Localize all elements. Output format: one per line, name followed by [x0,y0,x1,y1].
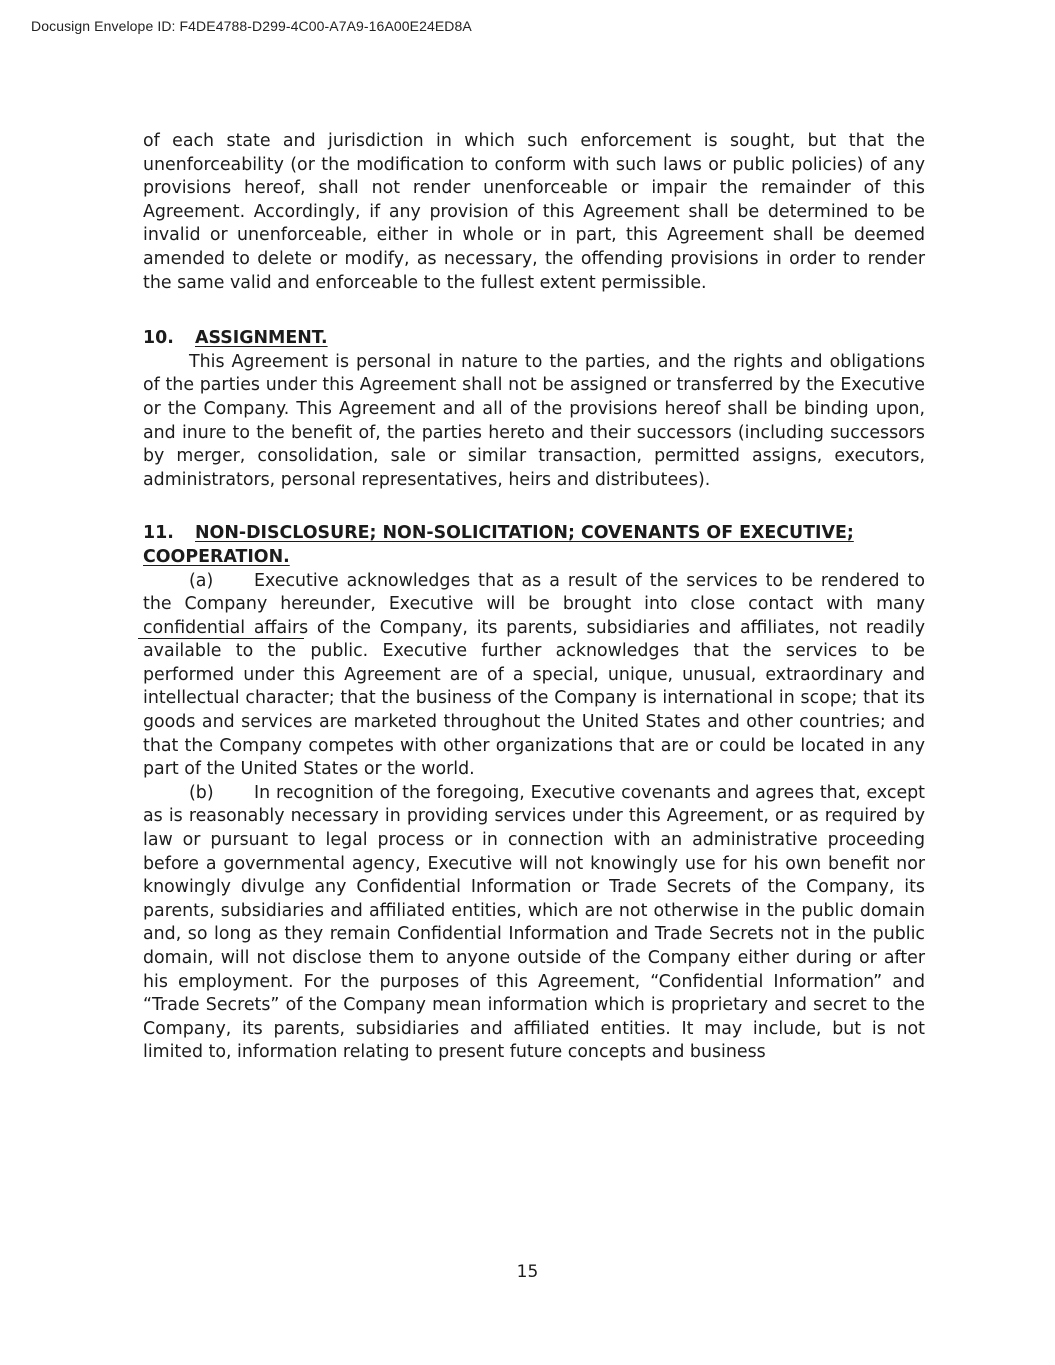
document-body [143,130,925,1065]
page-number: 15 [516,1262,539,1282]
heading-underline-rule [138,638,304,639]
section-11-para-a [143,570,925,782]
section-10-number: 10. [143,328,174,349]
para-b-text: In recognition of the foregoing, Executive covenants and agrees that, except as is reasonably necessary in providing services under this Agreement, or as required by law or pursuant to legal process or in connection with an administrative proceeding before a governmental agency, Executive will not knowingly use for his own benefit nor knowingly divulge any Confidential Information or Trade Secrets of the Company, its parents, subsidiaries and affiliated entities, which are not otherwise in the public domain and, so long as they remain Confidential Information and Trade Secrets not in the public domain, will not disclose them to anyone outside of the Company either during or after his employment. For the purposes of this Agreement, “Confidential Information” and “Trade Secrets” of the Company mean information which is proprietary and secret to the Company, its parents, subsidiaries and affiliated entities. It may include, but is not limited to, information relating to present future concepts and business [143,782,925,1063]
para-a-text: Executive acknowledges that as a result of the services to be rendered to the Company hereunder, Executive will be brought into close contact with many confidential affairs of the Company, its parents, subsidiaries and affiliates, not readily available to the public. Executive further acknowledges that the services to be performed under this Agreement are of a special, unique, unusual, extraordinary and intellectual character; that the business of the Company is international in scope; that its goods and services are marketed throughout the United States and other countries; and that the Company competes with other organizations that are or could be located in any part of the United States or the world. [143,570,925,780]
section-11-title: NON-DISCLOSURE; NON-SOLICITATION; COVENANTS OF EXECUTIVE; [195,523,854,544]
para-b-label: (b) [189,782,214,803]
section-11-number: 11. [143,523,174,544]
envelope-id: Docusign Envelope ID: F4DE4788-D299-4C00-A7A9-16A00E24ED8A [31,18,472,34]
intro-paragraph: of each state and jurisdiction in which such enforcement is sought, but that the unenforceability (or the modification to conform with such laws or public policies) of any provisions hereof, shall not render unenforceable or impair the remainder of this Agreement. Accordingly, if any provision of this Agreement shall be determined to be invalid or unenforceable, either in whole or in part, this Agreement shall be deemed amended to delete or modify, as necessary, the offending provisions in order to render the same valid and enforceable to the fullest extent permissible. [143,131,925,293]
para-a-label: (a) [189,570,214,591]
section-11-title-cont: COOPERATION. [143,546,290,567]
section-11-heading [143,522,925,569]
section-10-body: This Agreement is personal in nature to the parties, and the rights and obligations of the parties under this Agreement shall not be assigned or transferred by the Executive or the Company. This Agreement and all of the provisions hereof shall be binding upon, and inure to the benefit of, the parties hereto and their successors (including successors by merger, consolidation, sale or similar transaction, permitted assigns, executors, administrators, personal representatives, heirs and distributees). [143,351,925,490]
section-10-heading [143,327,925,351]
section-10-title: ASSIGNMENT. [195,328,328,349]
section-11-para-b [143,782,925,1065]
